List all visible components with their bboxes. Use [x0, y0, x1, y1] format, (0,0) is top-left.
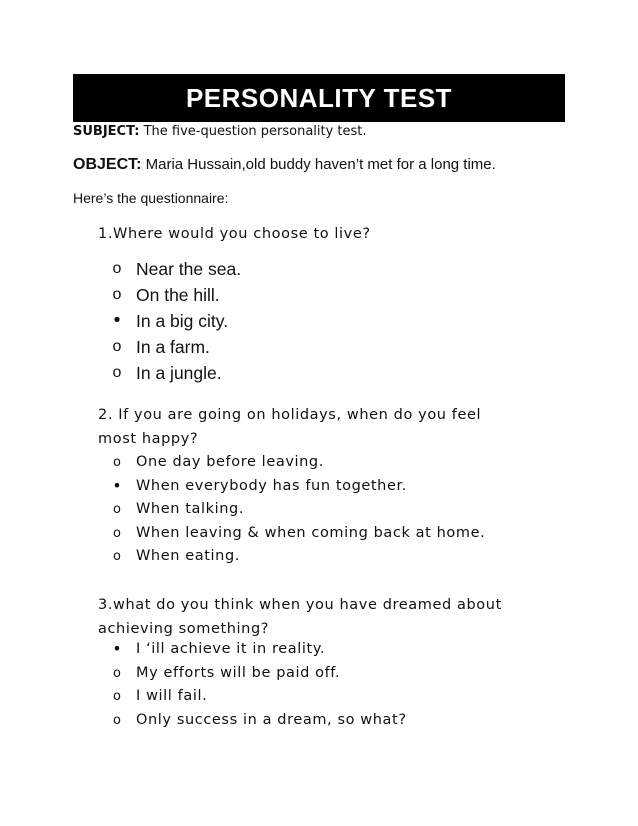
option-label: Only success in a dream, so what? — [136, 711, 407, 728]
option-label: I ‘ill achieve it in reality. — [136, 641, 326, 657]
open-circle-bullet-icon — [110, 522, 124, 546]
option-item-selected — [110, 308, 241, 334]
intro-text: Here’s the questionnaire: — [73, 190, 229, 206]
open-circle-bullet-icon — [110, 498, 124, 522]
option-item — [110, 334, 241, 360]
object-text: Maria Hussain,old buddy haven’t met for a long time. — [141, 156, 496, 173]
open-circle-bullet-icon — [110, 685, 124, 709]
option-item — [110, 685, 407, 709]
option-item — [110, 709, 407, 733]
option-label: On the hill. — [136, 285, 220, 305]
option-item — [110, 451, 485, 475]
question-3-text-line-1: 3.what do you think when you have dreamed about — [98, 597, 502, 613]
question-1 — [98, 222, 371, 246]
option-item-selected — [110, 475, 485, 499]
question-1-text: 1.Where would you choose to live? — [98, 226, 371, 242]
open-circle-bullet-icon — [110, 256, 124, 282]
option-label: When talking. — [136, 501, 245, 517]
question-2 — [98, 403, 481, 451]
question-3-text-line-2: achieving something? — [98, 621, 270, 637]
option-label: My efforts will be paid off. — [136, 664, 341, 681]
option-item — [110, 662, 407, 686]
filled-bullet-icon — [110, 308, 124, 335]
open-circle-bullet-icon — [110, 282, 124, 308]
option-item-selected — [110, 638, 407, 662]
option-label: In a farm. — [136, 337, 210, 357]
option-label: In a big city. — [136, 311, 229, 331]
option-label: In a jungle. — [136, 363, 222, 383]
option-label: One day before leaving. — [136, 454, 324, 470]
open-circle-bullet-icon — [110, 360, 124, 386]
open-circle-bullet-icon — [110, 451, 124, 475]
subject-line — [73, 124, 367, 139]
question-2-options — [110, 451, 485, 569]
question-3 — [98, 593, 502, 641]
option-item — [110, 545, 485, 569]
question-2-text-line-1: 2. If you are going on holidays, when do you feel — [98, 407, 482, 423]
option-label: Near the sea. — [136, 259, 242, 279]
document-title: PERSONALITY TEST — [73, 74, 565, 122]
open-circle-bullet-icon — [110, 662, 124, 686]
open-circle-bullet-icon — [110, 545, 124, 569]
option-item — [110, 256, 241, 282]
option-item — [110, 498, 485, 522]
option-item — [110, 282, 241, 308]
open-circle-bullet-icon — [110, 334, 124, 360]
subject-label: SUBJECT: — [73, 124, 140, 139]
filled-bullet-icon — [110, 475, 124, 500]
object-line — [73, 156, 496, 174]
question-1-options — [110, 256, 241, 386]
option-item — [110, 360, 241, 386]
open-circle-bullet-icon — [110, 709, 124, 733]
question-2-text-line-2: most happy? — [98, 431, 199, 447]
option-label: When eating. — [136, 548, 240, 564]
option-item — [110, 522, 485, 546]
option-label: I will fail. — [136, 688, 208, 704]
question-3-options — [110, 638, 407, 732]
subject-text: The five-question personality test. — [139, 124, 367, 139]
option-label: When everybody has fun together. — [136, 477, 407, 494]
filled-bullet-icon — [110, 638, 124, 663]
option-label: When leaving & when coming back at home. — [136, 524, 486, 541]
object-label: OBJECT: — [73, 156, 142, 173]
